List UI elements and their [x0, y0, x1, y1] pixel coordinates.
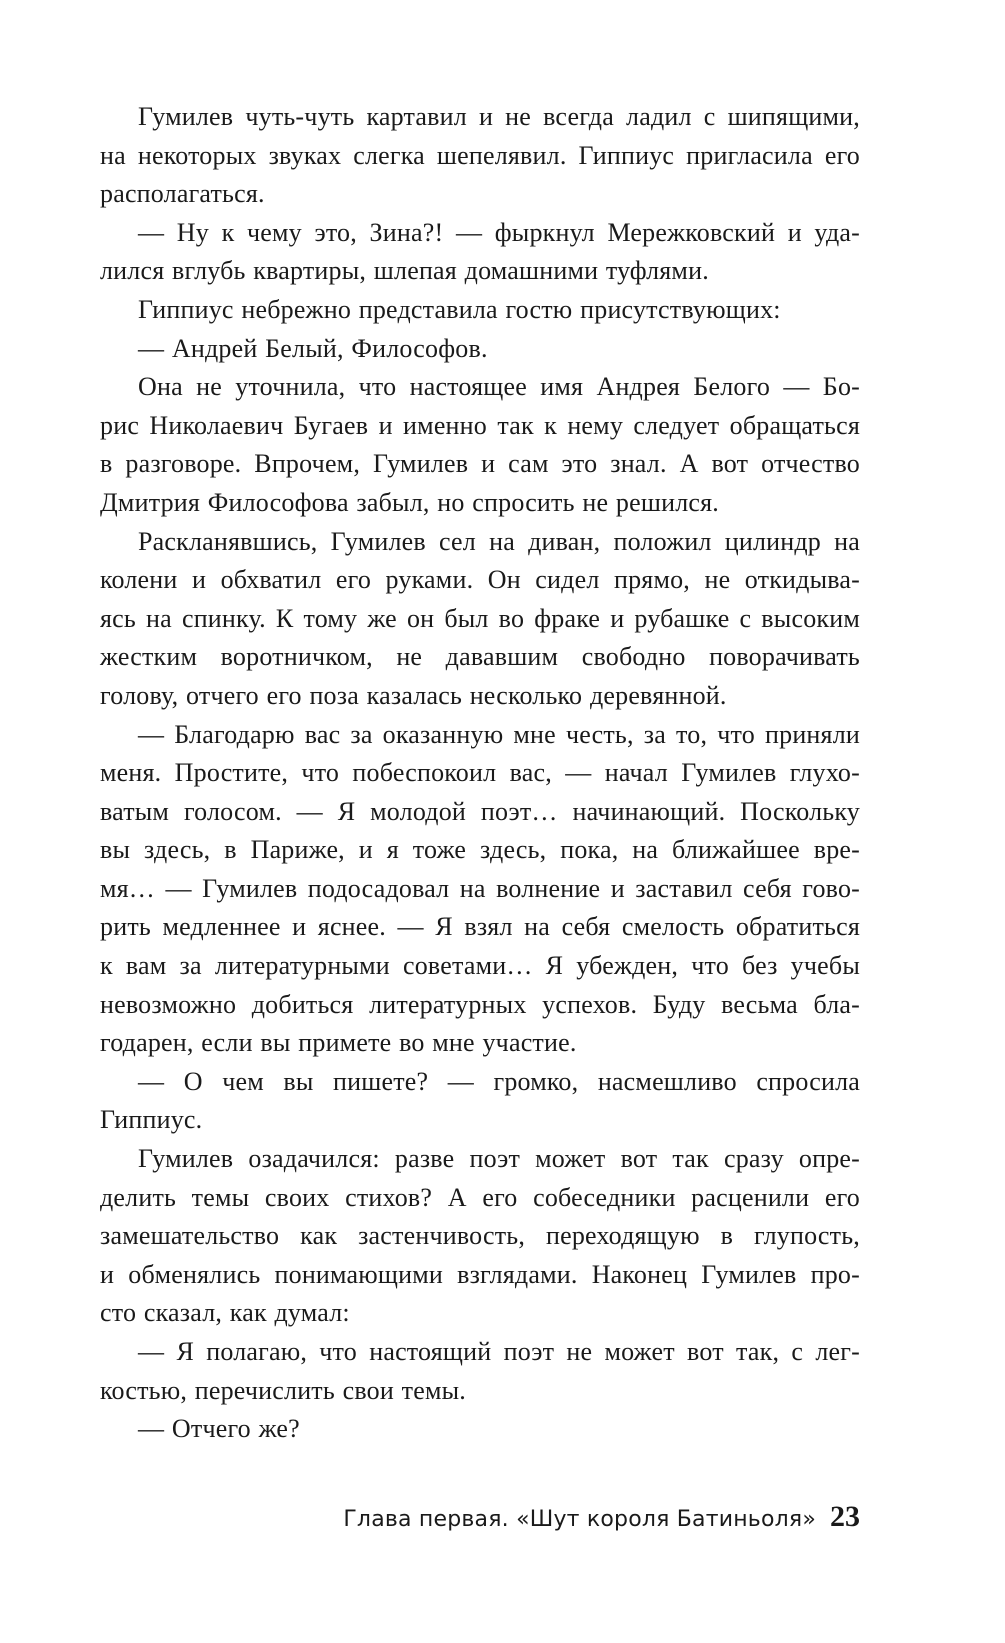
- text-line: на некоторых звуках слегка шепелявил. Гиппиус пригласила его: [100, 140, 860, 170]
- text-line: рис Николаевич Бугаев и именно так к нему следует обращаться: [100, 410, 860, 440]
- text-line: жестким воротничком, не дававшим свободно поворачивать: [100, 642, 860, 672]
- text-line: в разговоре. Впрочем, Гумилев и сам это знал. А вот отчество: [100, 449, 860, 479]
- text-line: — Отчего же?: [138, 1414, 300, 1444]
- paragraph: [100, 1410, 860, 1449]
- text-line: к вам за литературными советами… Я убежден, что без учебы: [100, 951, 860, 981]
- text-line: ясь на спинку. К тому же он был во фраке и рубашке с высоким: [100, 603, 860, 633]
- running-head: Глава первая. «Шут короля Батиньоля»: [343, 1507, 816, 1532]
- page-number: 23: [830, 1500, 860, 1533]
- paragraph: [100, 716, 860, 1063]
- paragraph: [100, 1140, 860, 1333]
- text-line: Гиппиус небрежно представила гостю присутствующих:: [138, 294, 781, 324]
- text-line: — Благодарю вас за оказанную мне честь, за то, что приняли: [138, 719, 860, 749]
- text-line: меня. Простите, что побеспокоил вас, — начал Гумилев глухо-: [100, 758, 860, 788]
- text-line: вы здесь, в Париже, и я тоже здесь, пока, на ближайшее вре-: [100, 835, 860, 865]
- paragraph: [100, 523, 860, 716]
- text-line: невозможно добиться литературных успехов. Буду весьма бла-: [100, 989, 860, 1019]
- text-line: Гумилев озадачился: разве поэт может вот так сразу опре-: [138, 1144, 860, 1174]
- text-line: Раскланявшись, Гумилев сел на диван, положил цилиндр на: [138, 526, 860, 556]
- text-line: — Андрей Белый, Философов.: [138, 333, 488, 363]
- text-line: делить темы своих стихов? А его собеседники расценили его: [100, 1182, 860, 1212]
- paragraph: [100, 98, 860, 214]
- text-line: годарен, если вы примете во мне участие.: [100, 1028, 577, 1058]
- paragraph: [100, 330, 860, 369]
- text-line: рить медленнее и яснее. — Я взял на себя смелость обратиться: [100, 912, 860, 942]
- text-line: и обменялись понимающими взглядами. Наконец Гумилев про-: [100, 1259, 860, 1289]
- text-line: сто сказал, как думал:: [100, 1298, 350, 1328]
- text-line: колени и обхватил его руками. Он сидел прямо, не откидыва-: [100, 565, 860, 595]
- text-line: замешательство как застенчивость, переходящую в глупость,: [100, 1221, 860, 1251]
- paragraph: [100, 368, 860, 522]
- text-line: костью, перечислить свои темы.: [100, 1375, 467, 1405]
- text-line: Гиппиус.: [100, 1105, 203, 1135]
- text-line: ватым голосом. — Я молодой поэт… начинающий. Поскольку: [100, 796, 860, 826]
- text-line: — Ну к чему это, Зина?! — фыркнул Мережковский и уда-: [138, 217, 860, 247]
- text-line: голову, отчего его поза казалась несколько деревянной.: [100, 680, 727, 710]
- text-line: — Я полагаю, что настоящий поэт не может вот так, с лег-: [138, 1337, 860, 1366]
- text-line: Она не уточнила, что настоящее имя Андрея Белого — Бо-: [138, 372, 860, 402]
- text-line: лился вглубь квартиры, шлепая домашними туфлями.: [100, 256, 709, 286]
- paragraph: [100, 1333, 860, 1410]
- paragraph: [100, 1063, 860, 1140]
- text-line: — О чем вы пишете? — громко, насмешливо спросила: [138, 1066, 860, 1096]
- text-line: Гумилев чуть-чуть картавил и не всегда ладил с шипящими,: [138, 102, 860, 131]
- text-line: мя… — Гумилев подосадовал на волнение и заставил себя гово-: [100, 873, 860, 903]
- text-line: Дмитрия Философова забыл, но спросить не решился.: [100, 487, 719, 517]
- paragraph: [100, 291, 860, 330]
- paragraph: [100, 214, 860, 291]
- body-text: [100, 98, 860, 1449]
- page-footer: [100, 1500, 860, 1540]
- text-line: располагаться.: [100, 179, 265, 209]
